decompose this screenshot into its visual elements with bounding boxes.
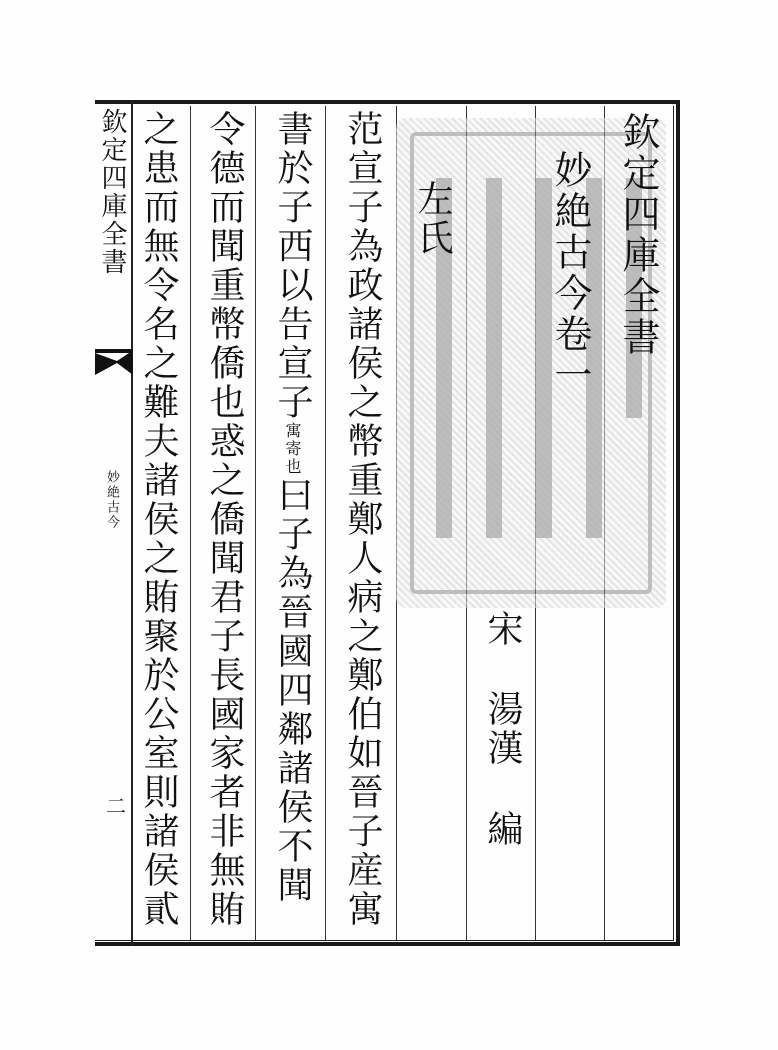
text-column-1: 范宣子為政諸侯之幣重鄭人病之鄭伯如晉子産寓 bbox=[342, 110, 383, 929]
text-column-2-part-b: 曰子為晉國四鄰諸侯不聞 bbox=[272, 476, 313, 905]
header-title: 欽定四庫全書 bbox=[616, 112, 660, 358]
author-name: 湯漢 bbox=[482, 690, 523, 768]
margin-page-number: 二 bbox=[106, 794, 126, 818]
column-rule bbox=[255, 106, 256, 940]
column-rule bbox=[190, 106, 191, 940]
inline-note: 寓寄也 bbox=[283, 422, 302, 476]
column-rule bbox=[325, 106, 326, 940]
volume-title: 妙絶古今卷一 bbox=[548, 150, 592, 396]
text-column-3: 令德而聞重幣僑也惑之僑聞君子長國家者非無賄 bbox=[204, 110, 245, 929]
text-column-4: 之患而無令名之難夫諸侯之賄聚於公室則諸侯貳 bbox=[138, 110, 179, 929]
fish-tail-icon bbox=[95, 345, 133, 379]
author-dynasty: 宋 bbox=[482, 610, 523, 649]
margin-title: 欽定四庫全書 bbox=[97, 108, 127, 276]
margin-book-title: 妙絶古今 bbox=[104, 470, 119, 530]
text-column-2-part-a: 書於子西以告宣子 bbox=[272, 110, 313, 422]
author-role: 編 bbox=[482, 810, 523, 849]
section-heading: 左氏 bbox=[412, 180, 453, 258]
text-column-2 bbox=[272, 110, 312, 905]
